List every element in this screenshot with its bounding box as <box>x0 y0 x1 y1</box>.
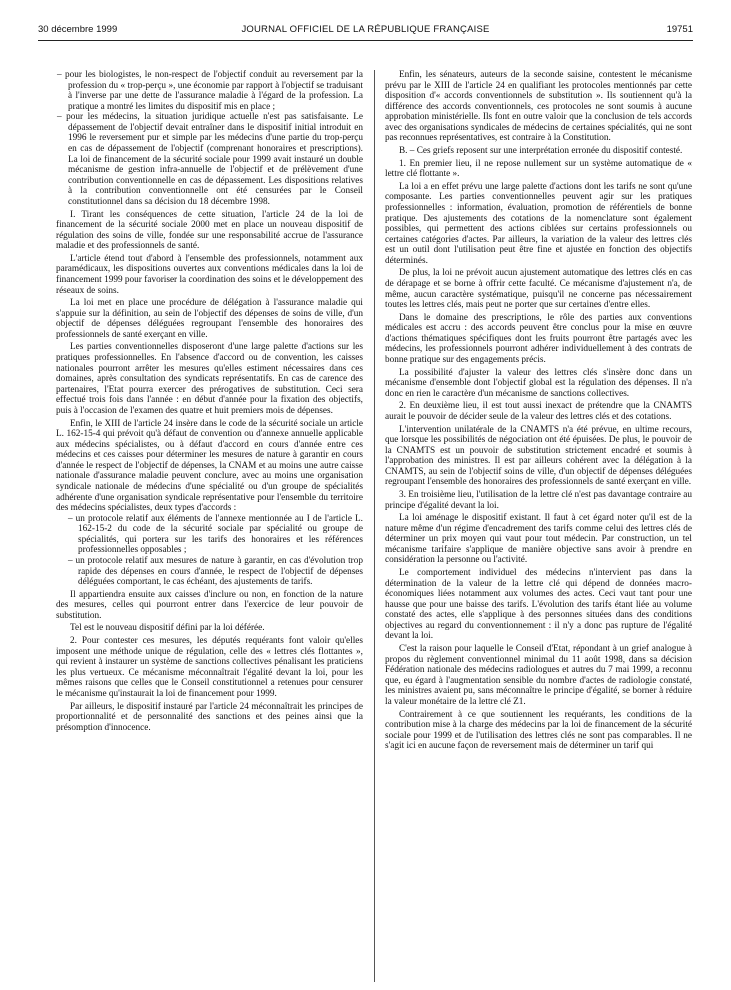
paragraph: B. – Ces griefs reposent sur une interprétation erronée du dispositif contesté. <box>399 146 683 157</box>
paragraph: L'intervention unilatérale de la CNAMTS n'a été prévue, en ultime recours, que lorsque les possibilités de négociation ont été épuisées. De plus, le pouvoir de la CNAMTS est un pouvoir de substitution strictement encadré et soumis à l'approbation des ministres. Il est par ailleurs cohérent avec la délégation à la CNAMTS, au sein de l'objectif soins de ville, d'un objectif de dépenses déléguées regroupant l'ensemble des honoraires des professionnels de santé exerçant en ville. <box>385 424 692 488</box>
right-column <box>385 70 692 982</box>
paragraph: La possibilité d'ajuster la valeur des lettres clés s'insère donc dans un mécanisme d'ensemble dont l'objectif global est la régulation des dépenses. Il n'a donc en rien le caractère d'un mécanisme de sanctions collectives. <box>385 367 692 399</box>
page-header <box>38 24 693 40</box>
paragraph: Le comportement individuel des médecins n'intervient pas dans la détermination de la valeur de la lettre clé qui dépend de données macro-économiques liées notamment aux volumes des actes. Ceci vaut tant pour une hausse que pour une baisse des tarifs. L'évolution des tarifs étant liée au volume constaté des actes, elle s'applique à des personnes situées dans des conditions objectives au regard du conventionnement : il n'y a donc pas rupture de l'égalité devant la loi. <box>385 568 692 642</box>
page-number: 19751 <box>666 24 693 35</box>
bullet-item: – pour les médecins, la situation juridique actuelle n'est pas satisfaisante. Le dépassement de l'objectif devait entraîner dans le dispositif initial introduit en 1996 le reversement pur et simple par les médecins d'une partie du trop-perçu en cas de dépassement de l'objectif (comprenant honoraires et prescriptions). La loi de financement de la sécurité sociale pour 1999 avait instauré un double mécanisme de gestion infra-annuelle de l'objectif et de prélèvement d'une contribution conventionnelle en cas de dépassement. Les dispositions relatives à la contribution conventionnelle ont été censurées par le Conseil constitutionnel dans sa décision du 18 décembre 1998. <box>57 112 363 207</box>
body-columns <box>56 70 692 982</box>
paragraph: Contrairement à ce que soutiennent les requérants, les conditions de la contribution mise à la charge des médecins par la loi de financement de la sécurité sociale pour 1999 et de l'utilisation des lettres clés ne sont pas comparables. Il ne s'agit ici en aucune façon de reversement mais de déterminer un tarif qui <box>385 709 692 752</box>
left-column <box>56 70 363 982</box>
paragraph: Enfin, le XIII de l'article 24 insère dans le code de la sécurité sociale un article L. 162-15-4 qui prévoit qu'à défaut de convention ou d'annexe annuelle applicable aux médecins spécialistes, ou à défaut d'accord en cours d'année entre ces médecins et ces caisses pour déterminer les mesures de nature à garantir en cours d'année le respect de l'objectif de dépenses, la CNAM et au moins une autre caisse nationale d'assurance maladie peuvent conclure, avec au moins une organisation syndicale nationale de médecins d'une spécialité ou d'un groupe de spécialités adhérente d'une organisation syndicale représentative pour l'ensemble du territoire des médecins spécialistes, deux types d'accords : <box>56 418 363 514</box>
paragraph: Les parties conventionnelles disposeront d'une large palette d'actions sur les pratiques professionnelles. En l'absence d'accord ou de convention, les caisses nationales pourront arrêter les mesures qu'elles estiment nécessaires dans ces domaines, après consultation des syndicats représentatifs. En cas de carence des partenaires, l'Etat pourra exercer des prérogatives de substitution. Ceci sera effectué trois fois dans l'année : en début d'année pour la fixation des objectifs, puis à l'occasion de l'examen des quatre et huit premiers mois de dépenses. <box>56 342 363 416</box>
bullet-item: – pour les biologistes, le non-respect de l'objectif conduit au reversement par la profession du « trop-perçu », une économie par rapport à l'objectif se traduisant à l'inverse par une dette de l'assurance maladie à l'égard de la profession. La pratique a montré les limites du dispositif mis en place ; <box>57 70 363 112</box>
bullet-item: – un protocole relatif aux éléments de l'annexe mentionnée au I de l'article L. 162-15-2 du code de la sécurité sociale par spécialité ou groupe de spécialités, qui portera sur les tarifs des honoraires et les références professionnelles opposables ; <box>68 513 363 556</box>
header-rule <box>38 40 693 41</box>
paragraph: La loi a en effet prévu une large palette d'actions dont les tarifs ne sont qu'une composante. Les parties conventionnelles peuvent agir sur les pratiques professionnelles : information, évaluation, promotion de référentiels de bonne pratique. Des ajustements des cotations de la nomenclature sont également possibles, qui permettent des actions ciblées sur certains professionnels ou certaines catégories d'actes. Par ailleurs, la variation de la valeur des lettres clés est un outil dont l'utilisation peut être fine et ajustée en fonction des objectifs déterminés. <box>385 181 692 266</box>
bullet-item: – un protocole relatif aux mesures de nature à garantir, en cas d'évolution trop rapide des dépenses en cours d'année, le respect de l'objectif de dépenses déléguées comportant, le cas échéant, des ajustements de tarifs. <box>68 556 363 588</box>
paragraph: Tel est le nouveau dispositif défini par la loi déférée. <box>70 623 265 634</box>
paragraph: Par ailleurs, le dispositif instauré par l'article 24 méconnaîtrait les principes de proportionnalité et de personnalité des sanctions et des peines ainsi que la présomption d'innocence. <box>56 701 363 733</box>
paragraph: C'est la raison pour laquelle le Conseil d'Etat, répondant à un grief analogue à propos du règlement conventionnel minimal du 11 août 1998, dans sa décision Fédération nationale des médecins radiologues et autres du 7 mai 1999, a reconnu que, eu égard à l'augmentation sensible du nombre d'actes de radiologie constaté, les ministres avaient pu, sans méconnaître le principe d'égalité, se borner à réduire la valeur monétaire de la lettre clé Z1. <box>385 644 692 707</box>
paragraph: Il appartiendra ensuite aux caisses d'inclure ou non, en fonction de la nature des mesures, celles qui pourront entrer dans l'exercice de leur pouvoir de substitution. <box>56 589 363 621</box>
paragraph: La loi aménage le dispositif existant. Il faut à cet égard noter qu'il est de la nature même d'un régime d'encadrement des tarifs comme celui des lettres clés de déterminer un prix moyen qui vaut pour tout médecin. Par construction, un tel mécanisme tarifaire s'applique de manière objective sans avoir à prendre en considération la personne ou l'activité. <box>385 513 692 566</box>
paragraph: Dans le domaine des prescriptions, le rôle des parties aux conventions médicales est accru : des accords peuvent être conclus pour la mise en œuvre d'actions thématiques spécifiques dont les fruits pourront être partagés avec les médecins, les professionnels pourront adhérer individuellement à des contrats de bonne pratique sur des engagements précis. <box>385 312 692 366</box>
paragraph: 1. En premier lieu, il ne repose nullement sur un système automatique de « lettre clé flottante ». <box>385 158 692 180</box>
paragraph: De plus, la loi ne prévoit aucun ajustement automatique des lettres clés en cas de dérapage et se borne à offrir cette faculté. Ce mécanisme d'ajustement n'a, de même, aucun caractère systématique, puisqu'il ne concerne pas nécessairement toutes les lettres clés, mais peut ne porter que sur certaines d'entre elles. <box>385 268 692 311</box>
paragraph: 3. En troisième lieu, l'utilisation de la lettre clé n'est pas davantage contraire au principe d'égalité devant la loi. <box>385 489 692 511</box>
column-divider <box>363 70 385 982</box>
paragraph: La loi met en place une procédure de délégation à l'assurance maladie qui s'appuie sur la définition, au sein de l'objectif des dépenses de soins de ville, d'un objectif de dépenses déléguées regroupant l'ensemble des honoraires des professionnels de santé exerçant en ville. <box>56 298 363 340</box>
journal-title: JOURNAL OFFICIEL DE LA RÉPUBLIQUE FRANÇAISE <box>241 24 490 35</box>
paragraph: 2. Pour contester ces mesures, les députés requérants font valoir qu'elles imposent une méthode unique de régulation, celle des « lettres clés flottantes », qui revient à instaurer un système de sanctions collectives pénalisant les praticiens les plus vertueux. Ce mécanisme méconnaîtrait l'égalité devant la loi, pour les mêmes raisons que celles que le Conseil constitutionnel a retenues pour censurer le mécanisme qu'instaurait la loi de financement pour 1999. <box>56 636 363 699</box>
paragraph: 2. En deuxième lieu, il est tout aussi inexact de prétendre que la CNAMTS aurait le pouvoir de décider seule de la valeur des lettres clés et des cotations. <box>385 401 692 422</box>
paragraph: L'article étend tout d'abord à l'ensemble des professionnels, notamment aux paramédicaux, les dispositions ouvertes aux conventions médicales dans la loi de financement 1999 pour favoriser la coordination des soins et le développement des réseaux de soins. <box>56 253 363 296</box>
issue-date: 30 décembre 1999 <box>38 24 118 35</box>
paragraph: Enfin, les sénateurs, auteurs de la seconde saisine, contestent le mécanisme prévu par le XIII de l'article 24 en qualifiant les protocoles mentionnés par cette disposition d'« accords conventionnels de substitution ». Ils soutiennent qu'à la différence des accords conventionnels, ces protocoles ne sont soumis à aucune approbation ministérielle. Ils font en outre valoir que la conclusion de tels accords avec des organisations syndicales de médecins de certaines spécialités, qui ne sont pas reconnues représentatives, est contraire à la Constitution. <box>385 70 692 144</box>
paragraph: I. Tirant les conséquences de cette situation, l'article 24 de la loi de financement de la sécurité sociale 2000 met en place un nouveau dispositif de régulation des soins de ville, fondée sur une responsabilité accrue de l'assurance maladie et des professionnels de santé. <box>56 209 363 252</box>
